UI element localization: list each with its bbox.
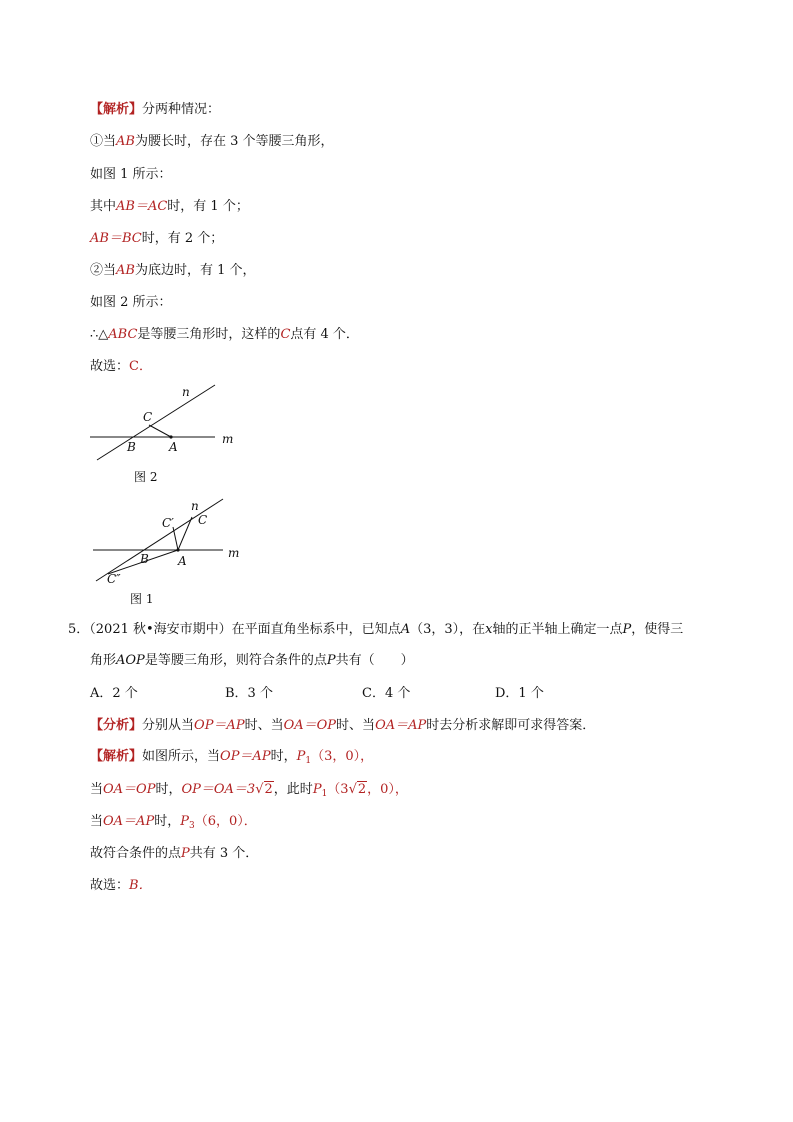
figure-1: [88, 495, 248, 590]
q5-concl-p: P: [181, 846, 190, 861]
case1-ab-ac-line: [90, 198, 249, 216]
j3-coord: （6，0）．: [194, 814, 257, 829]
q5-stem2-mid: 是等腰三角形，则符合条件的点: [144, 653, 327, 668]
q5-stem2-rest: 共有（ ）: [335, 653, 414, 668]
j2-p3: ，此时: [273, 782, 313, 797]
q5-stem-a: A: [400, 622, 411, 637]
q5-number: 5．: [68, 622, 90, 637]
q5-concl-p2: 共有 3 个．: [189, 846, 259, 861]
answer-line-q4: [90, 358, 152, 376]
option-a[interactable]: A．2 个: [90, 686, 138, 701]
j2-c1: （3: [327, 782, 349, 797]
fig1-label-c-double-prime: C″: [107, 572, 121, 586]
j2-e1: OA＝OP: [103, 782, 156, 797]
q5-stem-p: P: [622, 622, 632, 637]
fig2-ref-line: 如图 2 所示：: [90, 295, 172, 310]
fenxi-p1: 分别从当: [142, 718, 195, 733]
option-c[interactable]: C．4 个: [362, 686, 411, 701]
figure-2-caption: 图 2: [134, 470, 158, 484]
fenxi-tag: 【分析】: [90, 718, 143, 733]
answer-q4: C．: [129, 359, 152, 374]
concl-prefix: ∴△: [90, 327, 109, 342]
j2-rad-2: 2: [357, 782, 367, 797]
case1-ab-bc-line: [90, 230, 223, 248]
q5-stem-part3: ，使得三: [631, 622, 684, 637]
q5-fenxi-line: [90, 717, 595, 735]
fig2-label-a: A: [169, 440, 178, 454]
q5-stem-line2: [90, 652, 414, 670]
j1-coord: （3，0），: [311, 749, 374, 764]
j1-e: OP＝AP: [220, 749, 271, 764]
fenxi-p3: 时、当: [336, 718, 376, 733]
case2-line: [90, 262, 256, 280]
analysis-text: 分两种情况：: [142, 102, 221, 117]
case1-prefix: ①当: [90, 134, 117, 149]
analysis-line: [90, 101, 220, 119]
concl-rest: 点有 4 个．: [290, 327, 359, 342]
j3-p2: 时，: [154, 814, 181, 829]
fig1-label-b: B: [140, 552, 149, 566]
q5-jiexi-line2: [90, 781, 408, 803]
q5-options: [90, 685, 544, 703]
case1-ab: AB: [116, 134, 135, 149]
option-b[interactable]: B．3 个: [225, 686, 273, 701]
j2-e2: OP＝OA＝3: [181, 782, 256, 797]
j2-sub: 1: [321, 789, 328, 799]
q5-stem-coord: （3，3），在: [410, 622, 486, 637]
figure-1-caption: 图 1: [130, 592, 154, 606]
l4-prefix: 其中: [90, 199, 117, 214]
q5-conclusion-line: [90, 845, 258, 863]
j2-sqrt-2: √2: [348, 782, 367, 797]
fig1-label-a: A: [178, 554, 187, 568]
q5-stem-x: x: [485, 622, 493, 637]
j3-p1: 当: [90, 814, 104, 829]
l4-expr: AB＝AC: [116, 199, 168, 214]
j3-point: P: [180, 814, 189, 829]
j1-p1: 如图所示，当: [142, 749, 221, 764]
fig2-label-b: B: [127, 440, 136, 454]
q5-stem2-aop: AOP: [116, 653, 145, 668]
q5-stem-part1: 在平面直角坐标系中，已知点: [231, 622, 401, 637]
q5-stem-part2: 轴的正半轴上确定一点: [492, 622, 623, 637]
j2-p1: 当: [90, 782, 104, 797]
fenxi-e2: OA＝OP: [283, 718, 337, 733]
case2-rest: 为底边时，有 1 个，: [134, 263, 256, 278]
l4-rest: 时，有 1 个；: [167, 199, 249, 214]
fenxi-p4: 时去分析求解即可求得答案．: [426, 718, 596, 733]
j2-rad: 2: [264, 782, 273, 797]
j2-c2: ，0），: [367, 782, 408, 797]
fenxi-e1: OP＝AP: [194, 718, 245, 733]
fig2-label-n: n: [182, 385, 190, 399]
case2-ab: AB: [116, 263, 135, 278]
j2-sqrt: √2: [255, 782, 273, 797]
fig1-label-m: m: [228, 546, 240, 560]
case1-rest: 为腰长时，存在 3 个等腰三角形，: [134, 134, 334, 149]
j2-p2: 时，: [155, 782, 182, 797]
j3-sub: 3: [188, 821, 195, 831]
fig2-label-c: C: [143, 410, 153, 424]
answer-q5: B．: [129, 878, 152, 893]
l5-rest: 时，有 2 个；: [141, 231, 224, 246]
q5-jiexi-line3: [90, 813, 257, 835]
q5-concl-p1: 故符合条件的点: [90, 846, 182, 861]
q5-stem-line1: [68, 621, 683, 639]
jiexi-tag: 【解析】: [90, 749, 143, 764]
q5-stem2-prefix: 角形: [90, 653, 117, 668]
fenxi-p2: 时、当: [244, 718, 284, 733]
l5-expr: AB＝BC: [90, 231, 142, 246]
case2-prefix: ②当: [90, 263, 117, 278]
fenxi-e3: OA＝AP: [375, 718, 427, 733]
q5-jiexi-line1: [90, 748, 373, 770]
j1-p2: 时，: [270, 749, 297, 764]
option-d[interactable]: D．1 个: [495, 686, 544, 701]
q5-source: （2021 秋•海安市期中）: [89, 622, 232, 637]
concl-mid: 是等腰三角形时，这样的: [137, 327, 281, 342]
fig1-ref-line: 如图 1 所示：: [90, 167, 172, 182]
fig1-label-c-prime: C′: [162, 516, 174, 530]
j3-e: OA＝AP: [103, 814, 155, 829]
j2-point: P: [312, 782, 322, 797]
fig2-label-m: m: [222, 432, 234, 446]
analysis-tag: 【解析】: [90, 102, 143, 117]
case1-line: [90, 133, 334, 151]
fig1-label-c: C: [198, 513, 208, 527]
answer-line-q5: [90, 877, 152, 895]
answer-label-q5: 故选：: [90, 878, 130, 893]
figure-2: [85, 380, 245, 470]
concl-abc: ABC: [108, 327, 138, 342]
conclusion-line: [90, 326, 359, 344]
fig1-label-n: n: [191, 499, 199, 513]
j1-sub: 1: [305, 756, 312, 766]
j1-point: P: [296, 749, 306, 764]
answer-label-q4: 故选：: [90, 359, 130, 374]
concl-c: C: [280, 327, 291, 342]
q5-stem2-p: P: [326, 653, 336, 668]
